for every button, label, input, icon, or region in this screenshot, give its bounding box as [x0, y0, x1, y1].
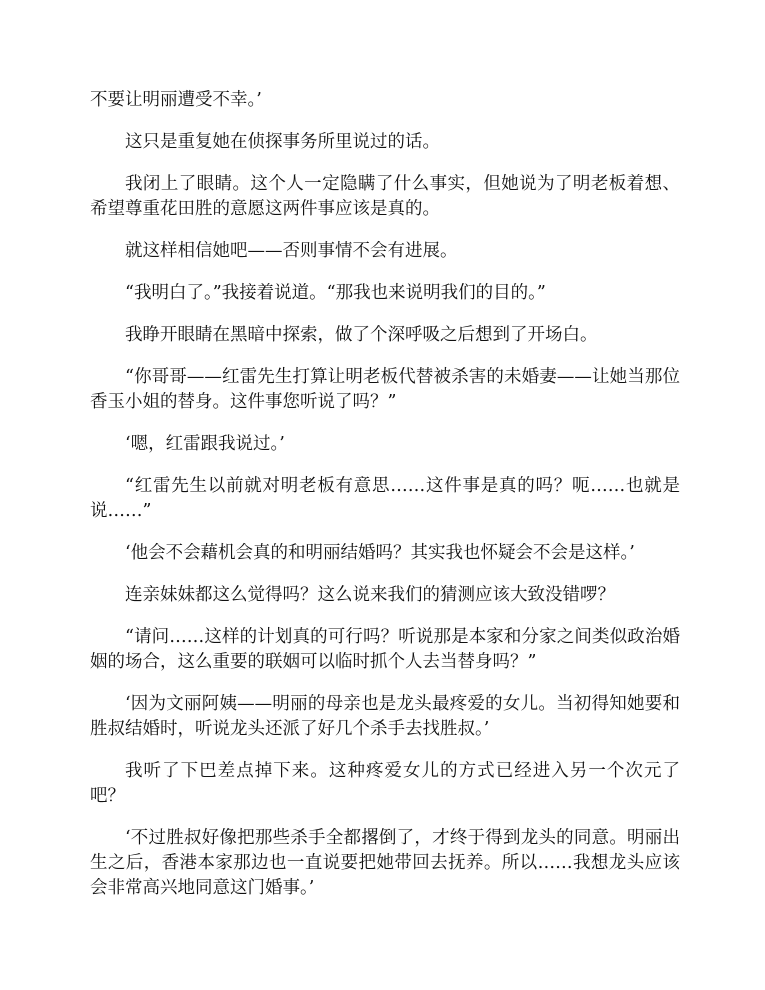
- paragraph-10: ‘他会不会藉机会真的和明丽结婚吗？其实我也怀疑会不会是这样。’: [125, 543, 635, 563]
- paragraph-12: “请问……这样的计划真的可行吗？听说那是本家和分家之间类似政治婚姻的场合，这么重要的联姻可以临时抓个人去当替身吗？”: [90, 627, 680, 672]
- paragraph-9: “红雷先生以前就对明老板有意思……这件事是真的吗？呃……也就是说……”: [90, 476, 680, 521]
- paragraph-7: “你哥哥——红雷先生打算让明老板代替被杀害的未婚妻——让她当那位香玉小姐的替身。这件事您听说了吗？”: [90, 367, 680, 412]
- paragraph-1: 不要让明丽遭受不幸。’: [90, 90, 262, 110]
- paragraph-15: ‘不过胜叔好像把那些杀手全都撂倒了，才终于得到龙头的同意。明丽出生之后，香港本家那边也一直说要把她带回去抚养。所以……我想龙头应该会非常高兴地同意这门婚事。’: [90, 828, 680, 898]
- paragraph-13: ‘因为文丽阿姨——明丽的母亲也是龙头最疼爱的女儿。当初得知她要和胜叔结婚时，听说龙头还派了好几个杀手去找胜叔。’: [90, 694, 680, 739]
- paragraph-14: 我听了下巴差点掉下来。这种疼爱女儿的方式已经进入另一个次元了吧？: [90, 761, 680, 806]
- paragraph-5: “我明白了。”我接着说道。“那我也来说明我们的目的。”: [125, 283, 546, 303]
- paragraph-3: 我闭上了眼睛。这个人一定隐瞒了什么事实，但她说为了明老板着想、希望尊重花田胜的意愿这两件事应该是真的。: [90, 174, 680, 219]
- paragraph-4: 就这样相信她吧——否则事情不会有进展。: [125, 241, 458, 261]
- paragraph-6: 我睁开眼睛在黑暗中探索，做了个深呼吸之后想到了开场白。: [125, 325, 598, 345]
- paragraph-11: 连亲妹妹都这么觉得吗？这么说来我们的猜测应该大致没错啰？: [125, 585, 615, 605]
- document-page: [90, 88, 680, 918]
- paragraph-2: 这只是重复她在侦探事务所里说过的话。: [125, 132, 440, 152]
- paragraph-8: ‘嗯，红雷跟我说过。’: [125, 434, 285, 454]
